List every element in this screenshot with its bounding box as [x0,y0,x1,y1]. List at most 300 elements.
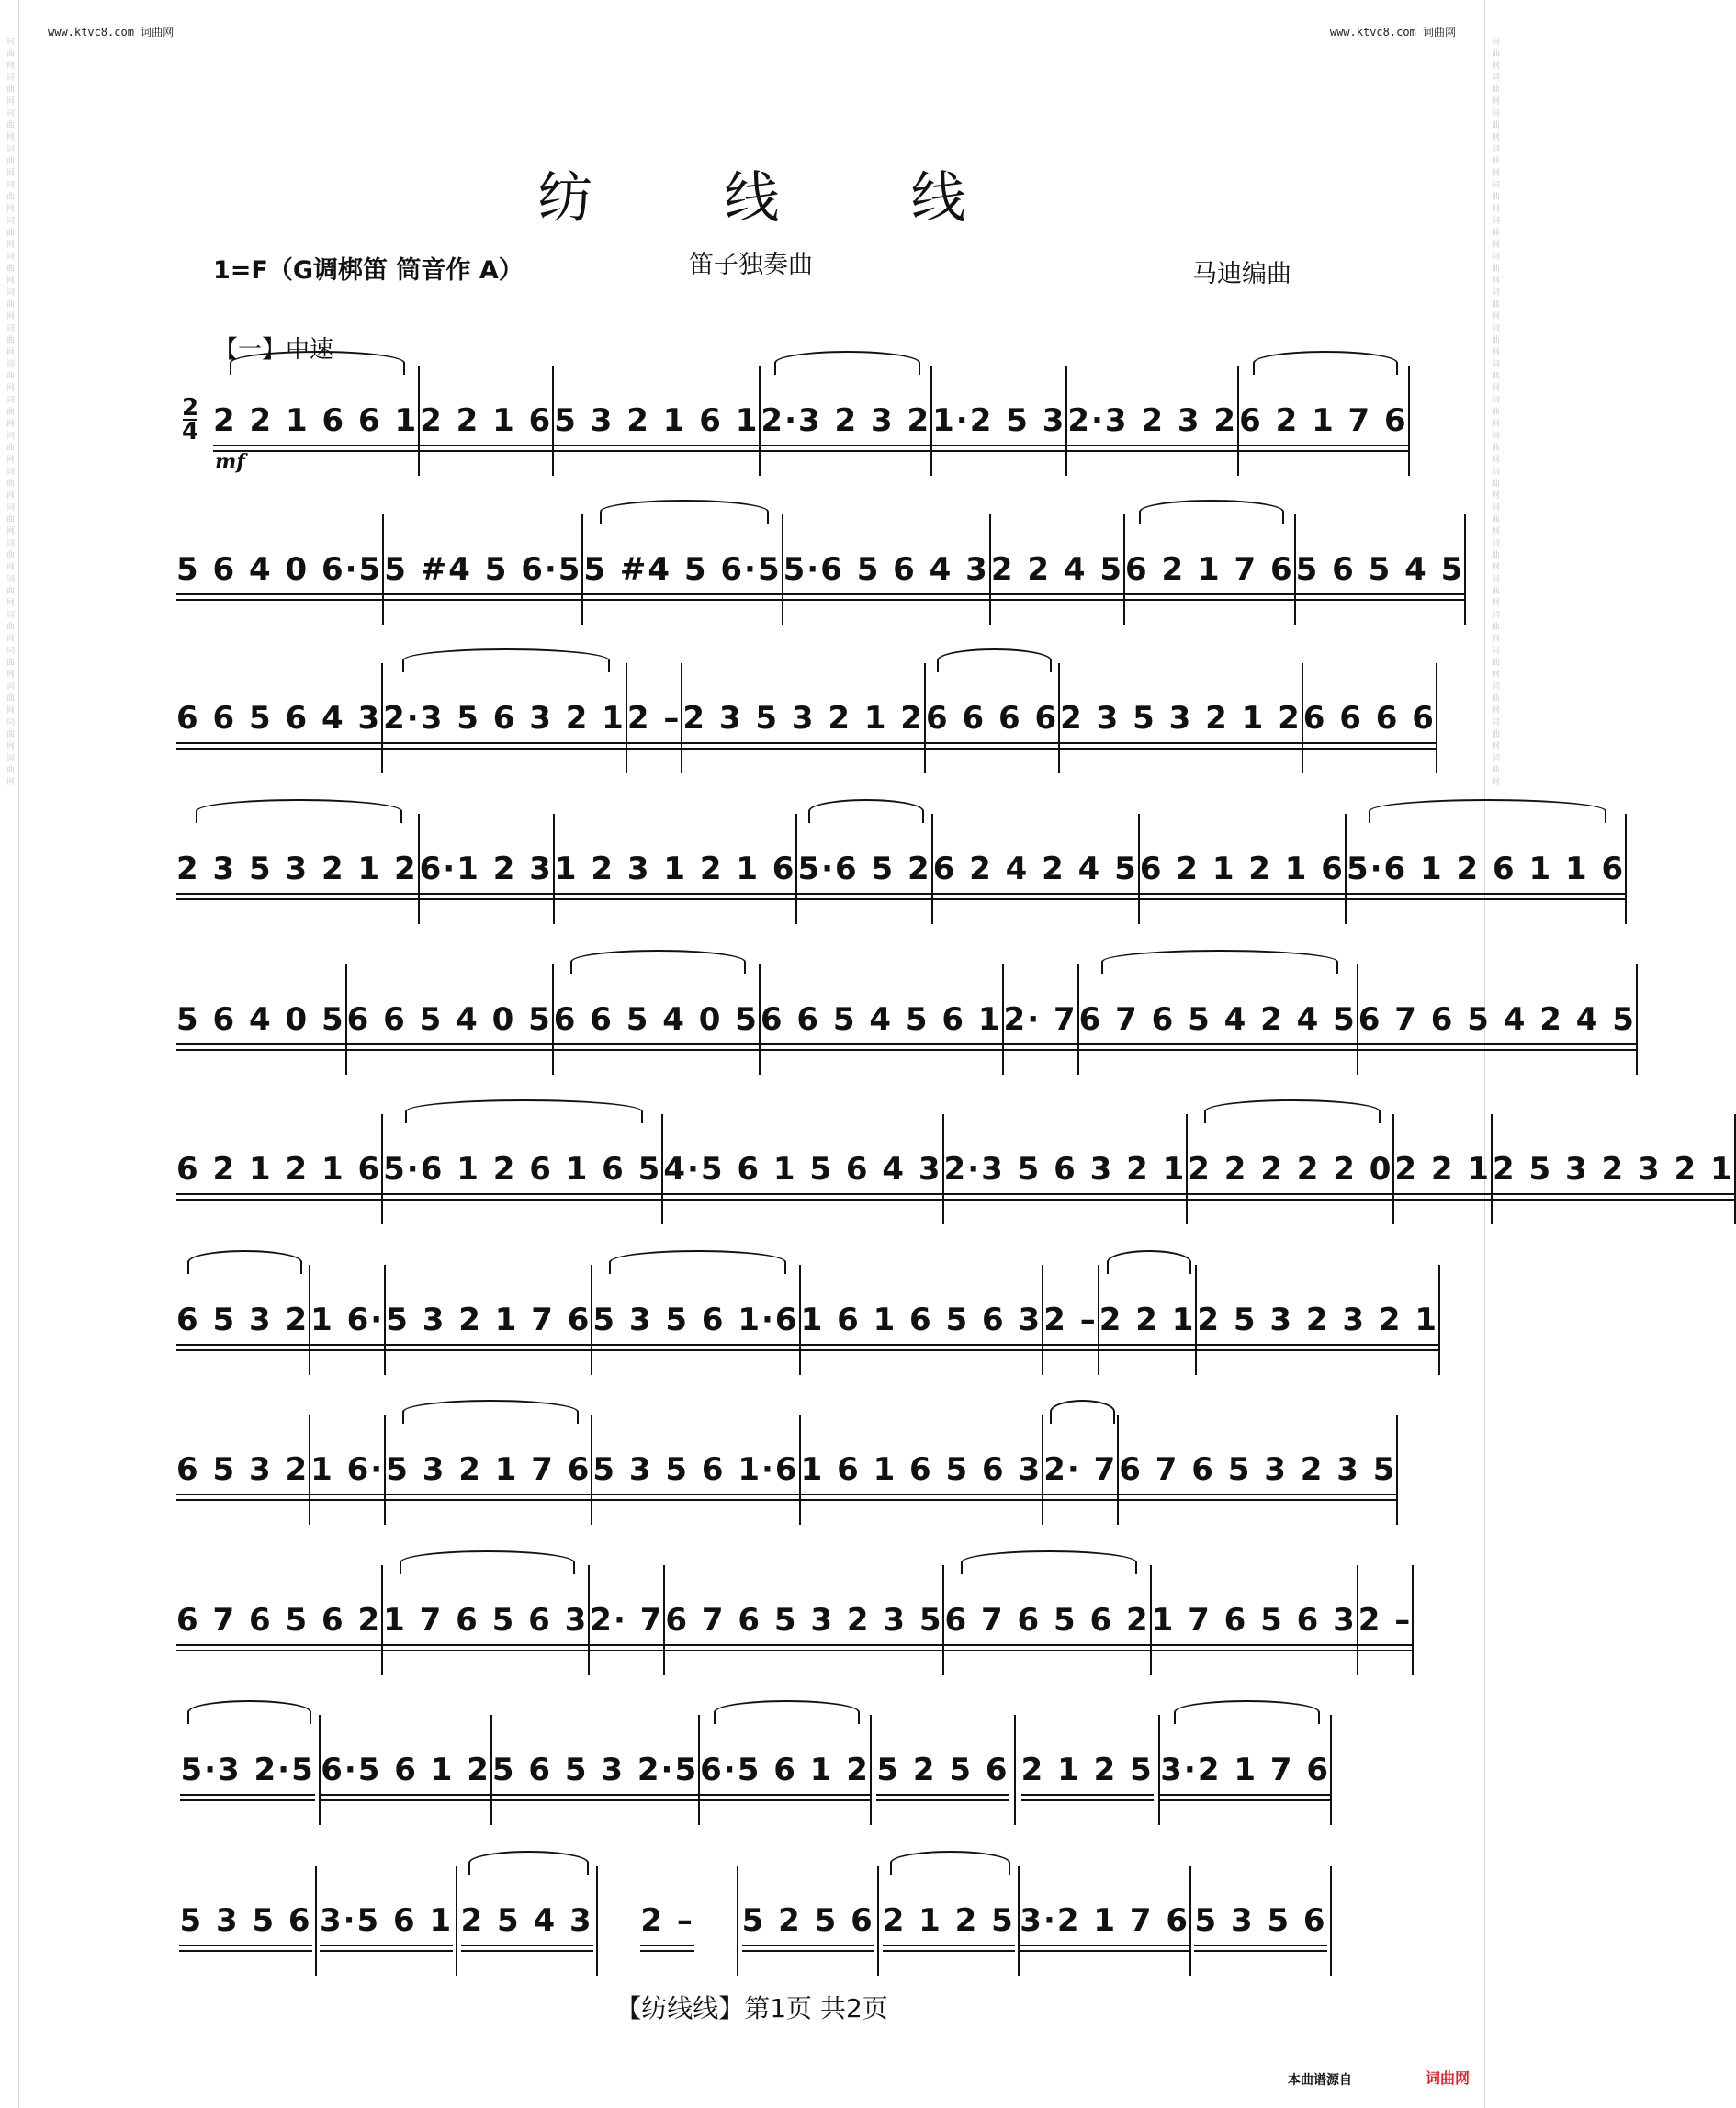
measure [801,1265,1044,1375]
measure [879,1866,1020,1976]
measure [1394,1114,1493,1224]
note-group: 2· 7 [590,1602,664,1639]
measure [1160,1715,1332,1825]
score-subtitle: 笛子独奏曲 [689,251,813,279]
watermark-char: 曲 [1490,693,1499,702]
watermark-char: 网 [1490,562,1499,570]
watermark-char: 网 [1490,204,1499,212]
note-group: 2 2 1 [1099,1302,1196,1338]
measure [598,1866,738,1976]
watermark-char: 曲 [5,443,14,451]
note-group: 6 6 6 6 [925,700,1059,737]
note-group: 6·5 6 1 2 [700,1752,870,1788]
note-group: 5 6 4 0 6·5 [176,551,383,588]
note-group: 4·5 6 1 5 6 4 3 [663,1151,942,1188]
watermark-char: 词 [1490,395,1499,403]
measure [492,1715,700,1825]
watermark-char: 词 [5,610,14,618]
slur-mark [609,1250,785,1274]
watermark-char: 网 [1490,490,1499,499]
time-signature [182,394,199,445]
watermark-char: 曲 [1490,264,1499,272]
note-group: 1·2 5 3 [932,402,1066,439]
watermark-char: 曲 [1490,550,1499,558]
note-group: 5·6 1 2 6 1 1 6 [1346,851,1626,887]
measure [801,1415,1044,1525]
watermark-char: 曲 [1490,765,1499,773]
note-group: 5 3 2 1 7 6 [386,1451,592,1488]
note-group: 5·6 5 6 4 3 [783,551,989,588]
score-title: 纺 线 线 [537,166,1023,231]
note-group: 5·6 1 2 6 1 6 5 [383,1151,662,1188]
note-group: 2 1 2 5 [882,1902,1015,1939]
note-group: 5·3 2·5 [180,1752,315,1788]
measure [797,814,932,924]
note-group: 5 3 2 1 6 1 [554,402,760,439]
watermark-char: 词 [5,646,14,654]
note-group: 5 3 2 1 7 6 [386,1302,592,1338]
slur-mark [774,351,920,375]
measure [555,814,798,924]
watermark-char: 曲 [5,693,14,702]
watermark-char: 词 [5,180,14,188]
watermark-char: 曲 [5,299,14,308]
watermark-char: 曲 [5,514,14,523]
measure [682,663,926,773]
watermark-char: 曲 [5,85,14,93]
measure [583,514,783,625]
note-group: 1 7 6 5 6 3 [1151,1602,1357,1639]
staff-row [176,1415,1397,1525]
watermark-char: 曲 [1490,658,1499,666]
watermark-char: 曲 [1490,479,1499,487]
watermark-char: 网 [5,61,14,69]
note-group: 2 – [1043,1302,1098,1338]
note-group: 1 6· [310,1451,385,1488]
note-group: 6 6 5 4 5 6 1 [760,1001,1002,1038]
note-group: 2 – [1358,1602,1413,1639]
measure [1303,663,1437,773]
note-group: 6·5 6 1 2 [321,1752,490,1788]
note-group: 2·3 5 6 3 2 1 [383,700,626,737]
watermark-char: 曲 [5,192,14,200]
watermark-char: 网 [5,562,14,570]
note-group: 6 2 4 2 4 5 [932,851,1138,887]
measure [386,1415,592,1525]
watermark-char: 网 [5,526,14,535]
note-group: 2 – [640,1902,694,1939]
watermark-char: 曲 [1490,371,1499,379]
watermark-char: 曲 [5,49,14,57]
slur-mark [1101,950,1338,974]
watermark-char: 词 [1490,502,1499,511]
measure [592,1415,800,1525]
watermark-char: 词 [5,287,14,296]
slur-mark [1107,1250,1191,1274]
measure [700,1715,872,1825]
slur-mark [714,1700,860,1724]
measure [665,1565,944,1675]
note-group: 2· 7 [1003,1001,1077,1038]
watermark-char: 词 [1490,37,1499,45]
staff-bars [176,1265,1438,1375]
measure [761,964,1004,1075]
left-watermark-strip [0,0,18,2108]
watermark-char: 词 [1490,574,1499,582]
watermark-char: 曲 [1490,443,1499,451]
note-group: 5 3 5 6 1·6 [592,1302,799,1338]
watermark-char: 词 [1490,431,1499,439]
note-group: 2 2 4 5 [990,551,1123,588]
note-group: 6 7 6 5 3 2 3 5 [665,1602,943,1639]
note-group: 2 3 5 3 2 1 2 [1060,700,1302,737]
measure [1125,514,1296,625]
watermark-char: 网 [5,741,14,750]
watermark-char: 曲 [5,729,14,738]
watermark-char: 曲 [5,335,14,344]
watermark-char: 网 [1490,598,1499,606]
watermark-char: 词 [1490,144,1499,152]
watermark-char: 曲 [5,156,14,164]
watermark-char: 网 [1490,526,1499,535]
watermark-char: 曲 [5,228,14,236]
watermark-char: 词 [5,144,14,152]
watermark-char: 词 [5,73,14,81]
staff-bars [176,1415,1397,1525]
watermark-char: 网 [5,311,14,320]
watermark-char: 网 [5,347,14,355]
watermark-char: 曲 [1490,228,1499,236]
staff-row [176,1265,1438,1375]
watermark-char: 曲 [5,622,14,630]
slur-mark [600,500,770,524]
measure [176,814,420,924]
measure [176,663,383,773]
staff-row [176,663,1436,773]
watermark-char: 网 [1490,777,1499,785]
note-group: 5 2 5 6 [741,1902,874,1939]
watermark-char: 曲 [1490,514,1499,523]
measure [944,1565,1151,1675]
measure [317,1866,457,1976]
measure [1296,514,1467,625]
measure [1140,814,1347,924]
watermark-char: 曲 [1490,407,1499,415]
note-group: 1 6 1 6 5 6 3 [800,1302,1043,1338]
measure [321,1715,492,1825]
note-group: 2 3 5 3 2 1 2 [682,700,924,737]
measure [663,1114,943,1224]
staff-row [176,1866,1332,1976]
note-group: 6 5 3 2 [176,1451,310,1488]
page-footer: 【纺线线】第1页 共2页 [615,1993,888,2023]
measure [1493,1114,1736,1224]
note-group: 2 – [626,700,682,737]
section-heading: 【一】中速 [214,336,334,364]
staff-row [176,964,1636,1075]
watermark-char: 网 [1490,311,1499,320]
measure [554,964,761,1075]
measure [783,514,991,625]
watermark-char: 曲 [1490,156,1499,164]
staff-row [176,1565,1413,1675]
watermark-char: 词 [5,682,14,690]
slur-mark [230,351,405,375]
note-group: 6 7 6 5 6 2 [944,1602,1150,1639]
watermark-char: 网 [5,490,14,499]
note-group: 6 6 6 6 [1302,700,1436,737]
measure [420,366,554,476]
measure [1347,814,1627,924]
slur-mark [570,950,746,974]
measure [384,514,583,625]
note-group: 5 2 5 6 [876,1752,1009,1788]
staff-row [213,366,1408,476]
measure [176,1415,310,1525]
note-group: 6 2 1 2 1 6 [176,1151,382,1188]
watermark-char: 网 [1490,61,1499,69]
watermark-char: 网 [1490,670,1499,678]
measure [176,1114,383,1224]
measure [926,663,1060,773]
watermark-char: 词 [1490,73,1499,81]
slur-mark [402,1400,578,1424]
slur-mark [1139,500,1284,524]
staff-bars [176,1114,1734,1224]
watermark-char: 网 [5,777,14,785]
watermark-char: 曲 [1490,622,1499,630]
slur-mark [187,1250,302,1274]
measure [386,1265,592,1375]
measure [1152,1565,1358,1675]
watermark-char: 网 [1490,240,1499,248]
watermark-char: 词 [5,717,14,726]
note-group: 5 #4 5 6·5 [583,551,782,588]
note-group: 2·3 5 6 3 2 1 [943,1151,1187,1188]
note-group: 6 7 6 5 3 2 3 5 [1119,1451,1397,1488]
watermark-char: 曲 [1490,192,1499,200]
watermark-char: 曲 [1490,335,1499,344]
watermark-char: 网 [1490,419,1499,427]
watermark-char: 词 [5,502,14,511]
note-group: 1 6 1 6 5 6 3 [800,1451,1043,1488]
watermark-char: 网 [1490,383,1499,391]
measure [1004,964,1079,1075]
watermark-char: 词 [1490,252,1499,260]
time-signature-bottom: 4 [182,418,199,445]
slur-mark [937,648,1052,672]
measure [933,814,1140,924]
watermark-char: 网 [1490,741,1499,750]
note-group: 6·1 2 3 [419,851,553,887]
measure [176,1565,383,1675]
measure [1043,1265,1099,1375]
staff-bars [213,366,1408,476]
measure [176,964,347,1075]
watermark-char: 词 [5,216,14,224]
watermark-char: 网 [1490,168,1499,176]
time-signature-top: 2 [182,394,199,422]
watermark-char: 网 [5,240,14,248]
staff-bars [176,514,1465,625]
note-group: 3·5 6 1 [319,1902,454,1939]
watermark-char: 词 [5,252,14,260]
note-group: 2 5 4 3 [460,1902,593,1939]
note-group: 2 3 5 3 2 1 2 [176,851,418,887]
measure [383,1565,590,1675]
measure [1358,964,1638,1075]
note-group: 3·2 1 7 6 [1160,1752,1330,1788]
measure [1043,1415,1119,1525]
note-group: 6 6 5 4 0 5 [346,1001,552,1038]
note-group: 1 6· [310,1302,385,1338]
measure [738,1866,879,1976]
note-group: 2 2 1 [1394,1151,1492,1188]
measure [1239,366,1410,476]
note-group: 6 5 3 2 [176,1302,310,1338]
measure [932,366,1067,476]
measure [1358,1565,1415,1675]
watermark-char: 词 [1490,753,1499,761]
measure [176,1866,317,1976]
watermark-char: 词 [5,467,14,475]
watermark-char: 网 [1490,347,1499,355]
watermark-char: 词 [5,323,14,332]
watermark-char: 词 [1490,359,1499,367]
note-group: 2 5 3 2 3 2 1 [1197,1302,1438,1338]
watermark-char: 词 [5,753,14,761]
watermark-char: 词 [1490,216,1499,224]
note-group: 2 2 1 6 [420,402,553,439]
watermark-char: 网 [5,670,14,678]
measure [457,1866,598,1976]
measure [1099,1265,1198,1375]
watermark-char: 网 [5,455,14,463]
watermark-char: 词 [1490,682,1499,690]
watermark-char: 词 [5,538,14,547]
measure [592,1265,800,1375]
watermark-char: 曲 [5,371,14,379]
slur-mark [468,1851,589,1875]
watermark-char: 曲 [5,550,14,558]
note-group: 5 3 5 6 [1194,1902,1327,1939]
note-group: 6 6 5 4 0 5 [553,1001,759,1038]
slur-mark [1174,1700,1320,1724]
watermark-char: 词 [1490,610,1499,618]
watermark-char: 网 [5,598,14,606]
watermark-char: 曲 [5,479,14,487]
note-group: 6 7 6 5 4 2 4 5 [1078,1001,1357,1038]
slur-mark [1204,1099,1380,1123]
slur-mark [1369,799,1606,823]
measure [1020,1866,1191,1976]
header-site-right[interactable]: www.ktvc8.com 词曲网 [1329,26,1456,39]
measure [420,814,555,924]
watermark-char: 网 [5,705,14,714]
staff-row [176,1114,1734,1224]
watermark-char: 网 [1490,96,1499,105]
watermark-char: 曲 [5,658,14,666]
staff-bars [176,964,1636,1075]
watermark-char: 词 [1490,538,1499,547]
measure [1119,1415,1398,1525]
note-group: 5 6 4 0 5 [176,1001,345,1038]
slur-mark [1253,351,1398,375]
note-group: 5 #4 5 6·5 [384,551,582,588]
watermark-char: 词 [1490,646,1499,654]
site-logo[interactable]: 词曲网 [1426,2069,1471,2087]
watermark-char: 曲 [1490,586,1499,594]
measure [176,514,384,625]
watermark-char: 词 [1490,717,1499,726]
slur-mark [961,1550,1136,1574]
slur-mark [402,648,610,672]
watermark-char: 网 [1490,705,1499,714]
watermark-char: 词 [1490,323,1499,332]
watermark-char: 曲 [1490,85,1499,93]
measure [627,663,683,773]
note-group: 6 6 5 6 4 3 [176,700,382,737]
dynamic-marking: mf [215,450,245,474]
note-group: 2 5 3 2 3 2 1 [1493,1151,1734,1188]
staff-row [176,814,1626,924]
note-group: 5 6 5 3 2·5 [491,1752,699,1788]
note-group: 6 2 1 2 1 6 [1139,851,1345,887]
watermark-char: 曲 [5,120,14,129]
slur-mark [808,799,924,823]
watermark-char: 网 [5,419,14,427]
watermark-char: 词 [5,359,14,367]
watermark-char: 网 [5,276,14,284]
measure [213,366,420,476]
measure [944,1114,1189,1224]
staff-bars [176,1715,1332,1825]
measure [310,1415,386,1525]
measure [1016,1715,1160,1825]
watermark-char: 网 [5,168,14,176]
watermark-char: 网 [1490,634,1499,642]
measure [1197,1265,1440,1375]
watermark-char: 曲 [1490,120,1499,129]
watermark-char: 曲 [5,407,14,415]
note-group: 1 2 3 1 2 1 6 [554,851,796,887]
key-signature: 1=F（G调梆笛 筒音作 A） [213,256,524,285]
header-site-left[interactable]: www.ktvc8.com 词曲网 [48,26,175,39]
measure [1060,663,1303,773]
measure [1188,1114,1394,1224]
watermark-char: 网 [5,204,14,212]
note-group: 2· 7 [1043,1451,1118,1488]
watermark-char: 词 [1490,467,1499,475]
measure [1079,964,1358,1075]
note-group: 6 7 6 5 4 2 4 5 [1358,1001,1636,1038]
staff-row [176,1715,1332,1825]
measure [176,1265,310,1375]
watermark-char: 词 [5,37,14,45]
watermark-char: 网 [1490,276,1499,284]
slur-mark [1050,1400,1115,1424]
slur-mark [400,1550,575,1574]
watermark-char: 网 [1490,455,1499,463]
measure [590,1565,665,1675]
note-group: 2·3 2 3 2 [761,402,931,439]
note-group: 2 1 2 5 [1020,1752,1154,1788]
staff-bars [176,814,1626,924]
watermark-char: 曲 [5,586,14,594]
note-group: 5 3 5 6 [179,1902,312,1939]
watermark-char: 曲 [1490,49,1499,57]
watermark-char: 词 [1490,180,1499,188]
